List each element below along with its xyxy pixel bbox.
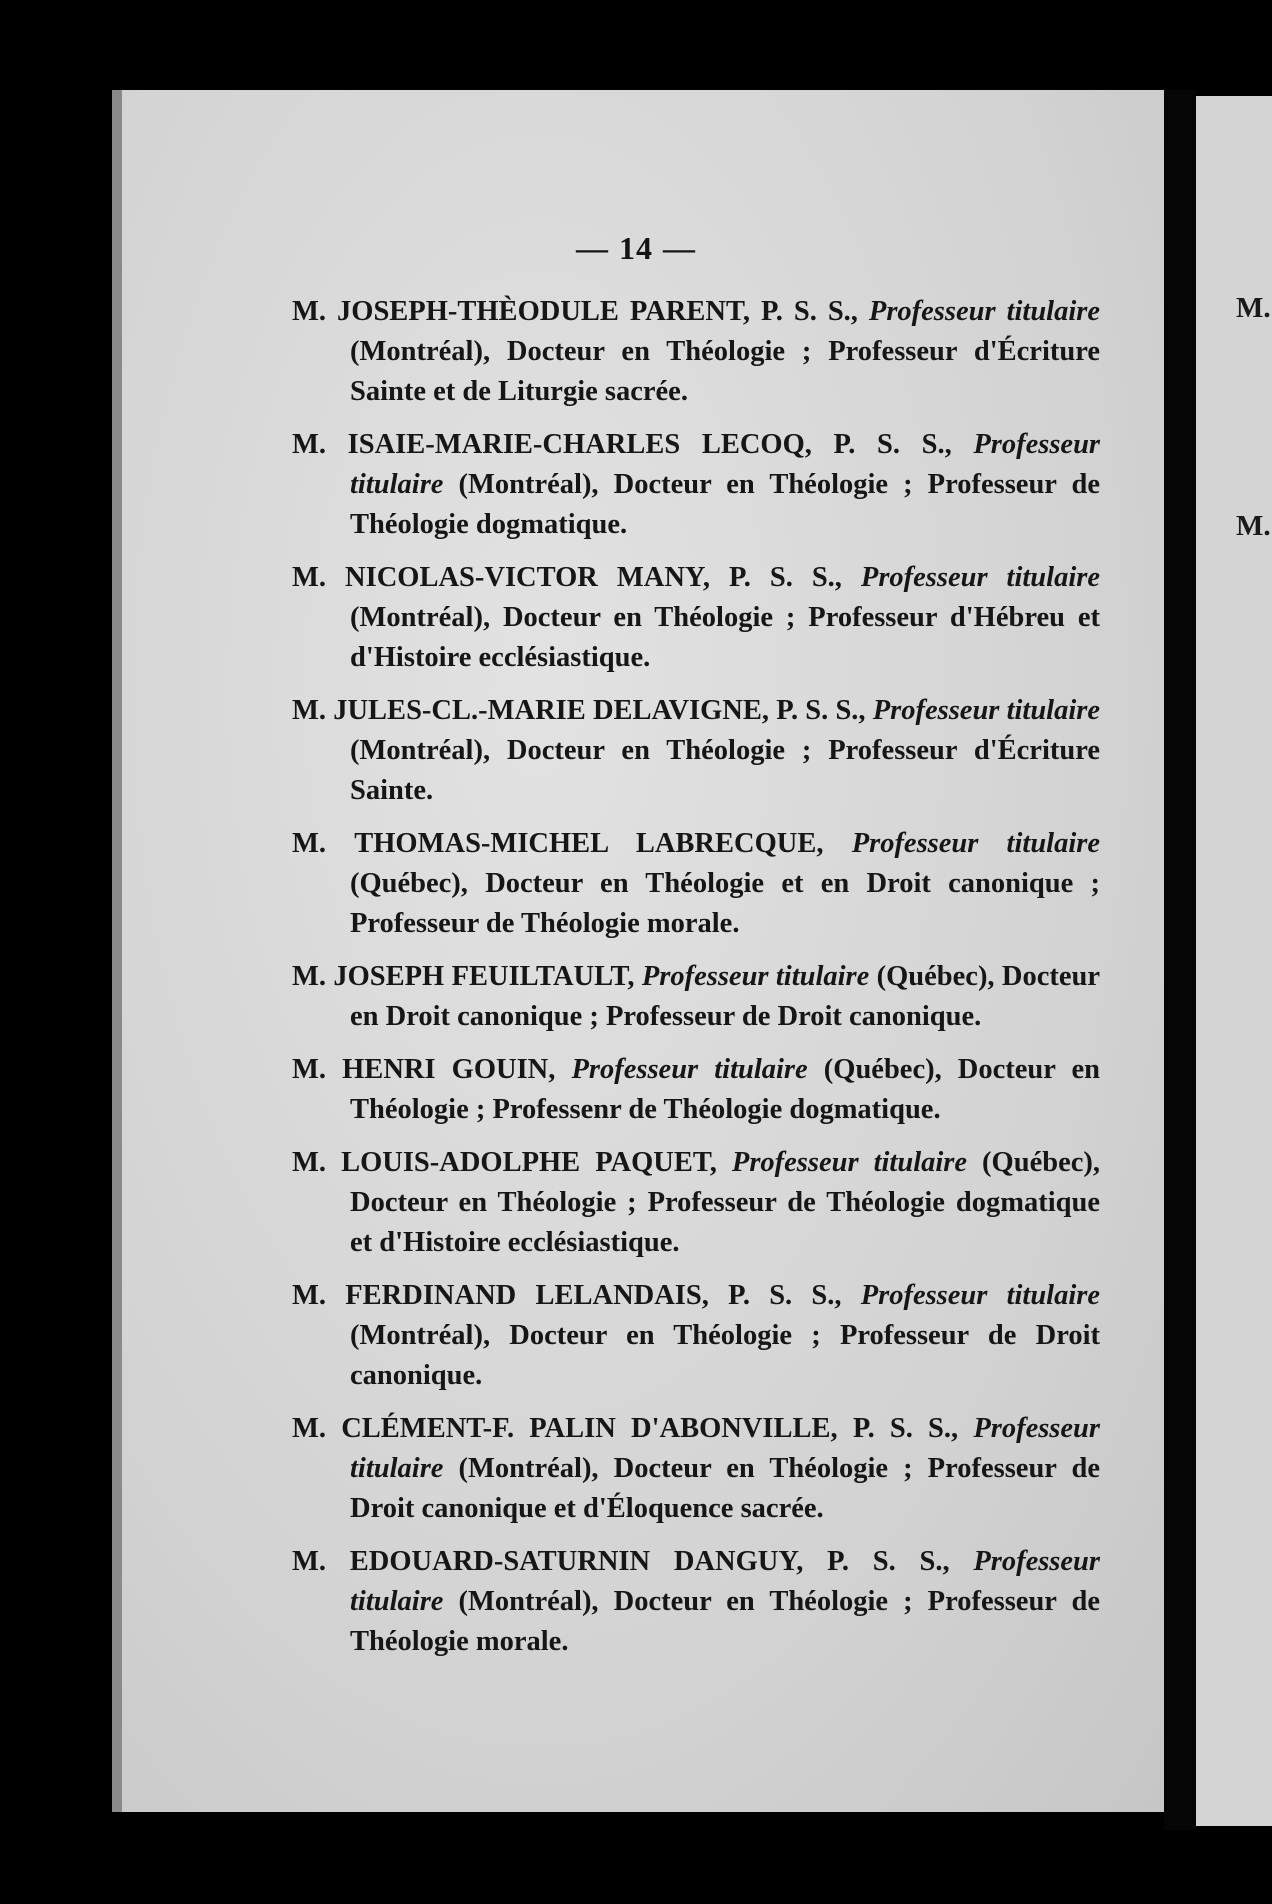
next-page-margin-mark: M. bbox=[1236, 292, 1271, 324]
entry-prefix: M. bbox=[292, 961, 327, 992]
entry-description: (Québec), Docteur en Droit canonique ; Professeur de Droit canonique. bbox=[350, 961, 1101, 1032]
entry-title: Professeur titulaire bbox=[868, 296, 1101, 327]
entry-title: Professeur titulaire bbox=[872, 695, 1101, 726]
entry-description: (Québec), Docteur en Théologie ; Professenr de Théologie dogmatique. bbox=[350, 1054, 1101, 1125]
entry-description: (Québec), Docteur en Théologie ; Professeur de Théologie dogmatique et d'Histoire ecclésiastique. bbox=[350, 1147, 1100, 1258]
page-number: 14 bbox=[619, 230, 653, 266]
folio-dash-left: — bbox=[576, 230, 609, 266]
entry-title: Professeur titulaire bbox=[860, 1280, 1101, 1311]
entry-description: (Montréal), Docteur en Théologie ; Professeur de Théologie morale. bbox=[350, 1586, 1100, 1657]
entry-name: EDOUARD-SATURNIN DANGUY, P. S. S., bbox=[349, 1546, 974, 1577]
faculty-entry bbox=[292, 1409, 1100, 1529]
entry-prefix: M. bbox=[292, 695, 327, 726]
entry-prefix: M. bbox=[292, 1054, 327, 1085]
entry-title: Professeur titulaire bbox=[350, 1546, 1100, 1617]
page-right-edge bbox=[1196, 96, 1272, 1826]
entry-prefix: M. bbox=[292, 429, 327, 460]
entry-name: ISAIE-MARIE-CHARLES LECOQ, P. S. S., bbox=[347, 429, 974, 460]
faculty-entry bbox=[292, 1542, 1100, 1662]
entry-prefix: M. bbox=[292, 1147, 327, 1178]
faculty-entry bbox=[292, 558, 1100, 678]
entry-name: JULES-CL.-MARIE DELAVIGNE, P. S. S., bbox=[333, 695, 873, 726]
entry-prefix: M. bbox=[292, 1413, 327, 1444]
entry-title: Professeur titulaire bbox=[641, 961, 870, 992]
page-number-header bbox=[0, 230, 1272, 267]
entry-name: LOUIS-ADOLPHE PAQUET, bbox=[341, 1147, 732, 1178]
faculty-entry bbox=[292, 1050, 1100, 1130]
next-page-margin-mark: M. bbox=[1236, 510, 1271, 542]
entry-prefix: M. bbox=[292, 296, 327, 327]
entry-title: Professeur titulaire bbox=[851, 828, 1100, 859]
folio-dash-right: — bbox=[663, 230, 696, 266]
entry-description: (Montréal), Docteur en Théologie ; Professeur de Droit canonique. bbox=[350, 1320, 1100, 1391]
entry-title: Professeur titulaire bbox=[350, 429, 1101, 500]
entry-prefix: M. bbox=[292, 1280, 327, 1311]
entry-name: JOSEPH-THÈODULE PARENT, P. S. S., bbox=[337, 296, 869, 327]
entry-description: (Québec), Docteur en Théologie et en Droit canonique ; Professeur de Théologie morale. bbox=[350, 868, 1100, 939]
faculty-list bbox=[292, 292, 1100, 1675]
entry-description: (Montréal), Docteur en Théologie ; Professeur de Droit canonique et d'Éloquence sacrée. bbox=[350, 1453, 1100, 1524]
faculty-entry bbox=[292, 1143, 1100, 1263]
entry-name: HENRI GOUIN, bbox=[342, 1054, 572, 1085]
entry-name: JOSEPH FEUILTAULT, bbox=[333, 961, 642, 992]
faculty-entry bbox=[292, 1276, 1100, 1396]
entry-description: (Montréal), Docteur en Théologie ; Professeur d'Écriture Sainte. bbox=[350, 735, 1100, 806]
entry-name: THOMAS-MICHEL LABRECQUE, bbox=[354, 828, 852, 859]
entry-description: (Montréal), Docteur en Théologie ; Professeur de Théologie dogmatique. bbox=[350, 469, 1100, 540]
faculty-entry bbox=[292, 292, 1100, 412]
entry-name: NICOLAS-VICTOR MANY, P. S. S., bbox=[345, 562, 861, 593]
entry-prefix: M. bbox=[292, 828, 327, 859]
entry-prefix: M. bbox=[292, 562, 327, 593]
entry-title: Professeur titulaire bbox=[860, 562, 1100, 593]
entry-description: (Montréal), Docteur en Théologie ; Professeur d'Hébreu et d'Histoire ecclésiastique. bbox=[350, 602, 1100, 673]
binding-gutter bbox=[1164, 90, 1196, 1830]
entry-title: Professeur titulaire bbox=[731, 1147, 968, 1178]
entry-name: FERDINAND LELANDAIS, P. S. S., bbox=[345, 1280, 861, 1311]
faculty-entry bbox=[292, 425, 1100, 545]
faculty-entry bbox=[292, 691, 1100, 811]
entry-name: CLÉMENT-F. PALIN D'ABONVILLE, P. S. S., bbox=[341, 1413, 974, 1444]
entry-title: Professeur titulaire bbox=[350, 1413, 1100, 1484]
faculty-entry bbox=[292, 824, 1100, 944]
entry-prefix: M. bbox=[292, 1546, 327, 1577]
entry-title: Professeur titulaire bbox=[571, 1054, 808, 1085]
faculty-entry bbox=[292, 957, 1100, 1037]
entry-description: (Montréal), Docteur en Théologie ; Professeur d'Écriture Sainte et de Liturgie sacrée. bbox=[350, 336, 1100, 407]
